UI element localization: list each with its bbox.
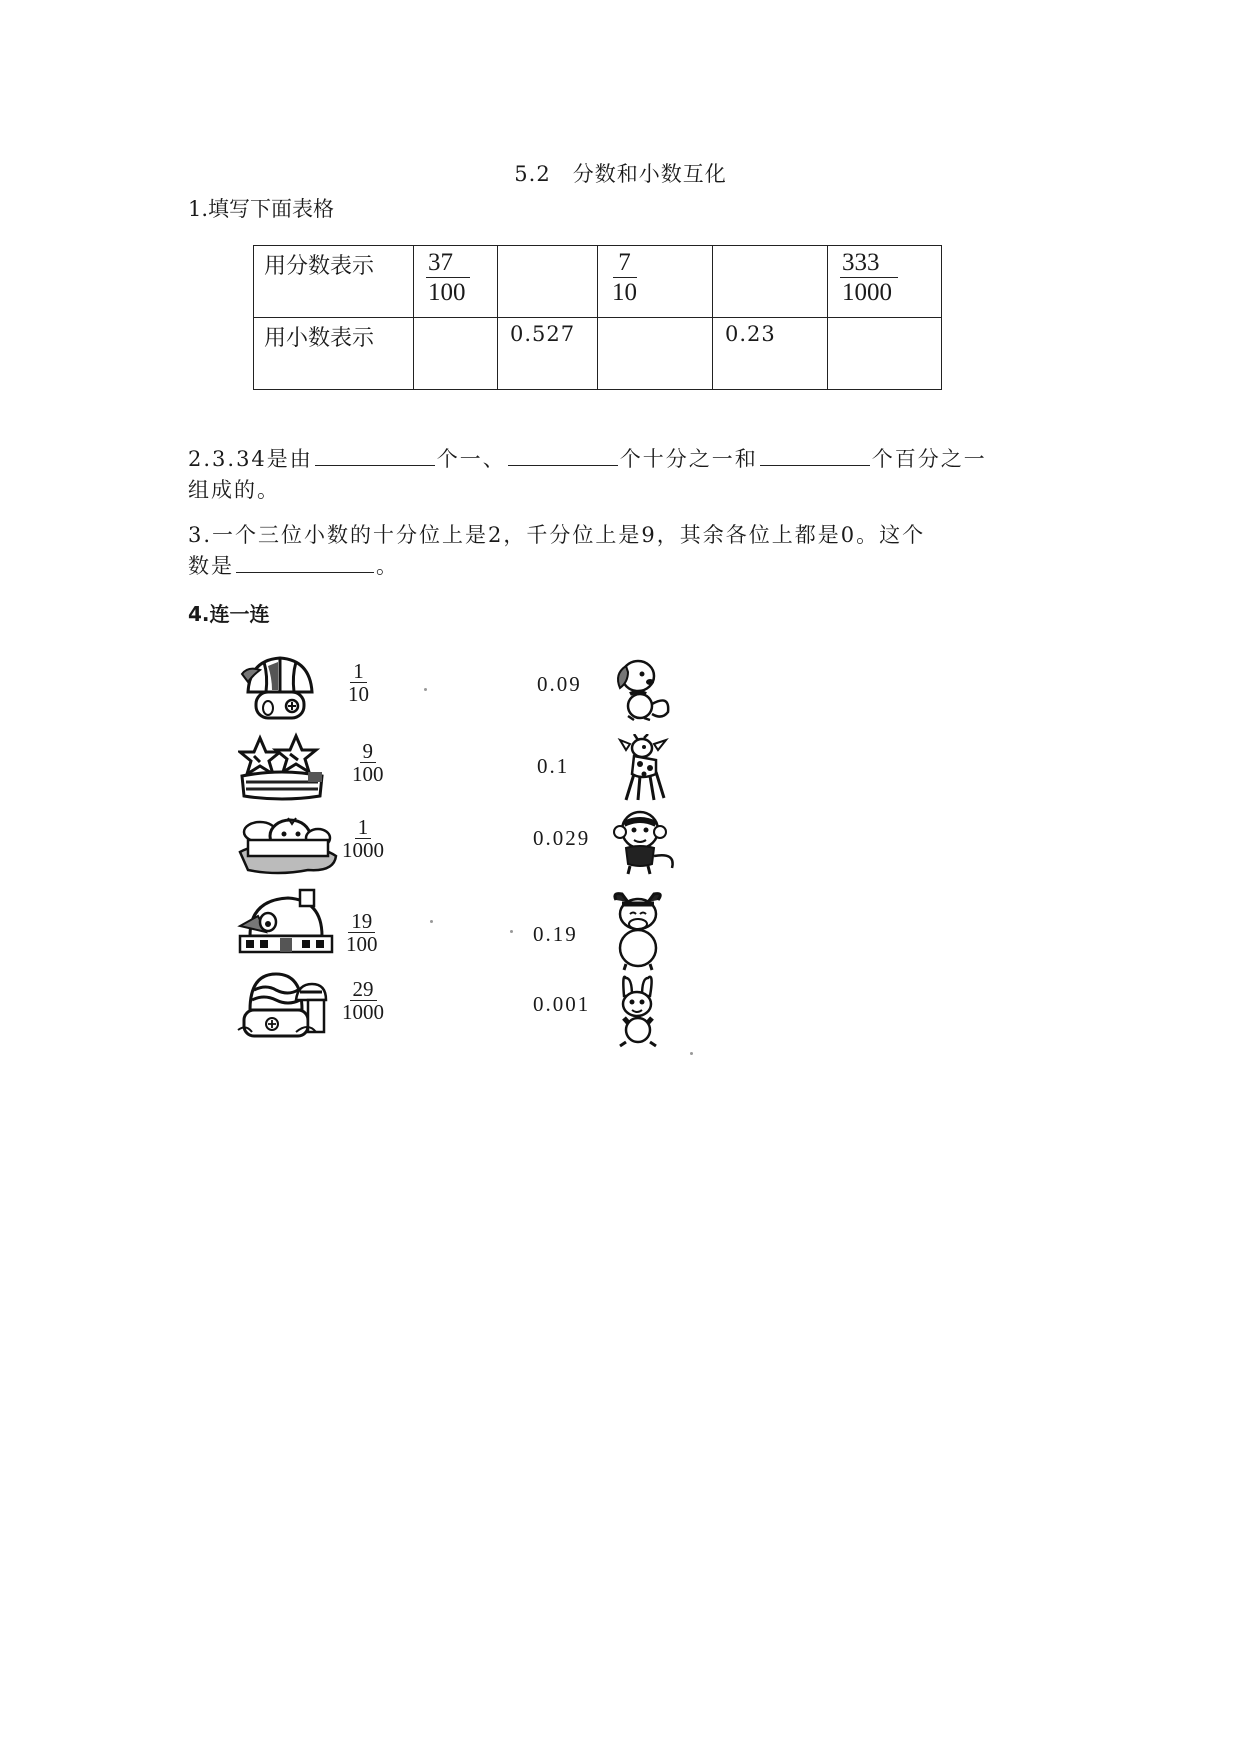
decimal-cell-1-blank[interactable]	[414, 318, 498, 390]
numerator: 1	[355, 816, 372, 839]
print-speck	[430, 920, 433, 923]
match-decimal[interactable]: 0.19	[533, 922, 578, 946]
fraction-row-label: 用分数表示	[254, 246, 414, 318]
fraction-cell-5[interactable]	[828, 246, 942, 318]
numerator: 29	[350, 978, 377, 1001]
chimney-house-icon[interactable]	[236, 888, 334, 962]
answer-blank-hundredths[interactable]	[760, 445, 870, 466]
denominator: 10	[348, 682, 369, 706]
denominator: 1000	[342, 1000, 384, 1024]
fraction-cell-1[interactable]	[414, 246, 498, 318]
question-2-text: 个十分之一和	[619, 447, 758, 471]
deer-icon[interactable]	[612, 734, 676, 808]
decimal-row	[254, 318, 942, 390]
match-fraction[interactable]	[342, 978, 384, 1023]
question-3-text: 3.一个三位小数的十分位上是2，千分位上是9，其余各位上都是0。这个	[188, 523, 926, 547]
question-3-text: 。	[376, 554, 399, 578]
match-fraction[interactable]	[352, 740, 384, 785]
question-2-text: 个一、	[436, 447, 506, 471]
question-3	[188, 520, 1068, 582]
match-decimal[interactable]: 0.029	[533, 826, 591, 850]
fraction-cell-4-blank[interactable]	[713, 246, 828, 318]
fraction	[426, 248, 470, 307]
numerator: 37	[426, 248, 470, 278]
star-house-icon[interactable]	[238, 732, 328, 806]
fraction-row	[254, 246, 942, 318]
question-2-text: 组成的。	[188, 478, 280, 502]
question-2	[188, 444, 1068, 506]
decimal-cell-2[interactable]	[498, 318, 598, 390]
numerator: 333	[840, 248, 898, 278]
decimal-cell-5-blank[interactable]	[828, 318, 942, 390]
decimal-row-label: 用小数表示	[254, 318, 414, 390]
decimal-value: 0.527	[510, 322, 576, 346]
match-decimal[interactable]: 0.09	[537, 672, 582, 696]
conversion-table	[253, 245, 942, 390]
print-speck	[510, 930, 513, 933]
numerator: 1	[350, 660, 367, 683]
flat-house-icon[interactable]	[238, 812, 338, 882]
fraction-cell-2-blank[interactable]	[498, 246, 598, 318]
question-2-text: 2.3.34是由	[188, 447, 313, 471]
question-2-text: 个百分之一	[871, 447, 987, 471]
denominator: 100	[352, 762, 384, 786]
fraction-cell-3[interactable]	[598, 246, 713, 318]
question-4-prompt: 4.连一连	[188, 602, 270, 626]
numerator: 19	[348, 910, 375, 933]
page-title: 5.2 分数和小数互化	[514, 162, 727, 186]
match-fraction[interactable]	[342, 816, 384, 861]
ox-icon[interactable]	[608, 892, 668, 976]
print-speck	[424, 688, 427, 691]
match-decimal[interactable]: 0.1	[537, 754, 570, 778]
numerator: 9	[360, 740, 377, 763]
match-fraction[interactable]	[346, 910, 378, 955]
decimal-cell-4[interactable]	[713, 318, 828, 390]
puppy-icon[interactable]	[612, 654, 678, 728]
answer-blank-number[interactable]	[236, 552, 374, 573]
rabbit-icon[interactable]	[608, 974, 668, 1052]
fraction	[610, 248, 639, 307]
match-fraction[interactable]	[348, 660, 369, 705]
question-3-text: 数是	[188, 554, 234, 578]
question-1-prompt: 1.填写下面表格	[188, 197, 335, 221]
match-decimal[interactable]: 0.001	[533, 992, 591, 1016]
answer-blank-ones[interactable]	[315, 445, 435, 466]
print-speck	[690, 1052, 693, 1055]
denominator: 100	[346, 932, 378, 956]
denominator: 1000	[342, 838, 384, 862]
numerator: 7	[613, 248, 637, 278]
answer-blank-tenths[interactable]	[508, 445, 618, 466]
denominator: 100	[428, 279, 466, 306]
denominator: 10	[612, 279, 637, 306]
egg-house-icon[interactable]	[236, 970, 332, 1044]
decimal-value: 0.23	[725, 322, 776, 346]
denominator: 1000	[842, 279, 892, 306]
mushroom-house-icon[interactable]	[238, 652, 322, 726]
decimal-cell-3-blank[interactable]	[598, 318, 713, 390]
monkey-icon[interactable]	[610, 808, 680, 882]
fraction	[840, 248, 898, 307]
